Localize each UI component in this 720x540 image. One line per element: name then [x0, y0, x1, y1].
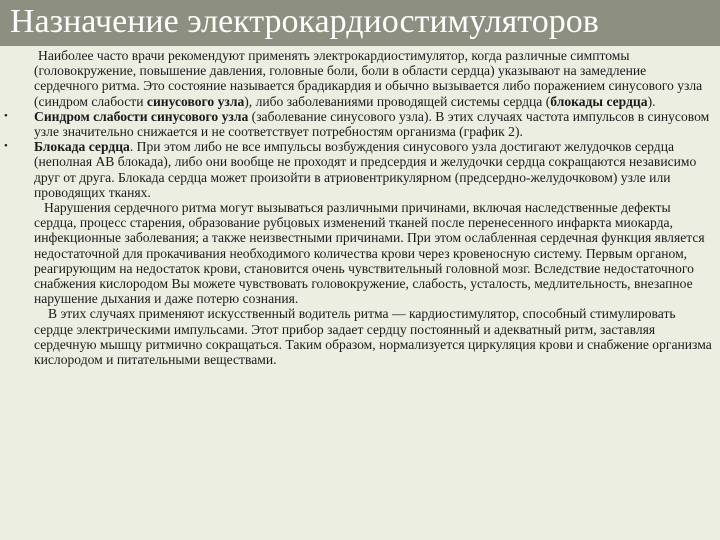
pacemaker-paragraph: В этих случаях применяют искусственный водитель ритма — кардиостимулятор, способный стимулировать сердце электрическими импульсами. Этот прибор задает сердцу постоянный и адекватный ритм, заставляя сердечную мышцу ритмично сокращаться. Таким образом, нормализуется циркуляция крови и снабжение организма кислородом и питательными веществами.	[34, 306, 712, 368]
intro-bold-block: блокады сердца	[550, 93, 648, 109]
intro-text-3: ).	[647, 93, 656, 109]
slide-body	[4, 48, 712, 368]
causes-paragraph: Нарушения сердечного ритма могут вызываться различными причинами, включая наследственные дефекты сердца, процесс старения, образование рубцовых изменений тканей после перенесенного инфаркта миокарда, инфекционные заболевания; а также неизвестными причинами. При этом ослабленная сердечная функция является недостаточной для прокачивания необходимого количества крови через кровеносную систему. Первым органом, реагирующим на недостаток крови, становится очень чувствительный головной мозг. Вследствие недостаточного снабжения кислородом Вы можете чувствовать головокружение, слабость, усталость, медлительность, внезапное нарушение дыхания и даже потерю сознания.	[34, 200, 705, 307]
intro-bold-sinus: синусового узла	[146, 93, 245, 109]
intro-text-2: ), либо заболеваниями проводящей системы сердца (	[244, 93, 551, 109]
slide-title: Назначение электрокардиостимуляторов	[0, 0, 720, 46]
bullet-text: . При этом либо не все импульсы возбуждения синусового узла достигают желудочков сердца (неполная АВ блокада), либо они вообще не проходят и предсердия и желудочки сердца сокращаются независимо друг от друга. Блокада сердца может произойти в атриовентрикулярном (предсердно-желудочковом) узле или проводящих тканях.	[34, 139, 697, 200]
bullet-icon: •	[4, 140, 8, 153]
bullet-bold: Синдром слабости синусового узла	[34, 108, 249, 124]
intro-text-1: Наиболее часто врачи рекомендуют применять электрокардиостимулятор, когда различные симптомы (головокружение, повышение давления, головные боли, боли в области сердца) указывают на замедление сердечного ритма. Это состояние называется брадикардия и обычно вызывается либо поражением синусового узла (синдром слабости	[34, 48, 703, 109]
bullet-bold: Блокада сердца	[34, 139, 130, 155]
bullet-item-sinus	[4, 108, 712, 140]
intro-paragraph	[30, 48, 712, 109]
bullet-icon: •	[4, 109, 8, 122]
bullet-item-block	[4, 139, 712, 200]
bullet-text: (заболевание синусового узла). В этих случаях частота импульсов в синусовом узле значительно снижается и не соответствует потребностям организма (график 2).	[34, 108, 710, 140]
